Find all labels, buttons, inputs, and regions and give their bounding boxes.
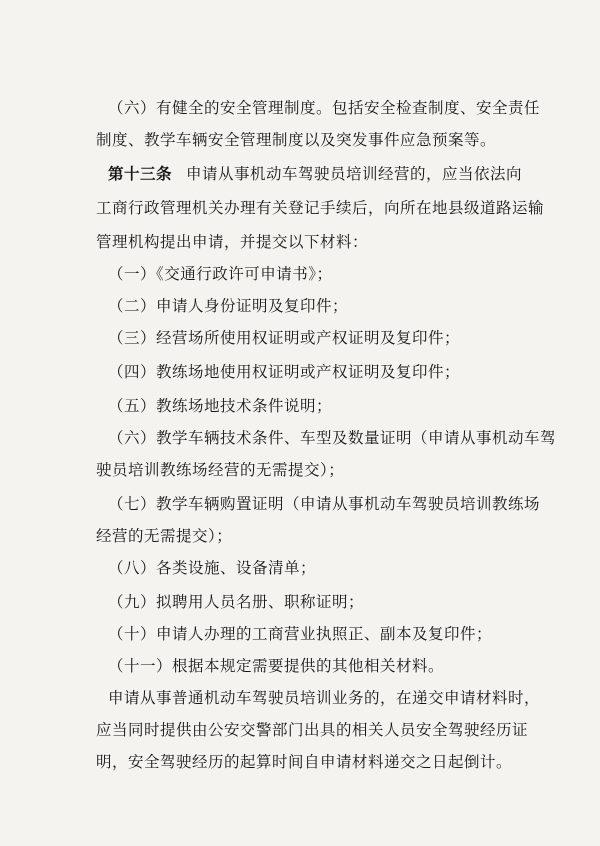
list-item: （二）申请人身份证明及复印件； (108, 297, 349, 315)
text-line: 驶员培训教练场经营的无需提交）； (96, 461, 345, 479)
text-line: 工商行政管理机关办理有关登记手续后，向所在地县级道路运输 (96, 199, 545, 217)
list-item: （六）教学车辆技术条件、车型及数量证明（申请从事机动车驾 (108, 429, 557, 447)
article-13-line (108, 164, 522, 184)
text-line: 申请从事普通机动车驾驶员培训业务的，在递交申请材料时， (108, 689, 541, 707)
list-item: （十一）根据本规定需要提供的其他相关材料。 (108, 657, 445, 675)
article-number: 第十三条 (108, 164, 173, 183)
list-item: （一）《交通行政许可申请书》； (108, 265, 333, 283)
text-line: 管理机构提出申请，并提交以下材料： (96, 233, 369, 251)
text-line: （六）有健全的安全管理制度。包括安全检查制度、安全责任 (108, 99, 541, 117)
list-item: （五）教练场地技术条件说明； (108, 397, 333, 415)
list-item: （七）教学车辆购置证明（申请从事机动车驾驶员培训教练场 (108, 495, 541, 513)
list-item: （十）申请人办理的工商营业执照正、副本及复印件； (108, 625, 493, 643)
text-line: 明，安全驾驶经历的起算时间自申请材料递交之日起倒计。 (96, 753, 513, 771)
list-item: （八）各类设施、设备清单； (108, 559, 317, 577)
article-text: 申请从事机动车驾驶员培训经营的，应当依法向 (186, 165, 523, 183)
list-item: （三）经营场所使用权证明或产权证明及复印件； (108, 329, 461, 347)
list-item: （四）教练场地使用权证明或产权证明及复印件； (108, 363, 461, 381)
text-line: 制度、教学车辆安全管理制度以及突发事件应急预案等。 (96, 131, 497, 149)
list-item: （九）拟聘用人员名册、职称证明； (108, 593, 365, 611)
text-line: 应当同时提供由公安交警部门出具的相关人员安全驾驶经历证 (96, 721, 529, 739)
text-line: 经营的无需提交）； (96, 527, 233, 545)
